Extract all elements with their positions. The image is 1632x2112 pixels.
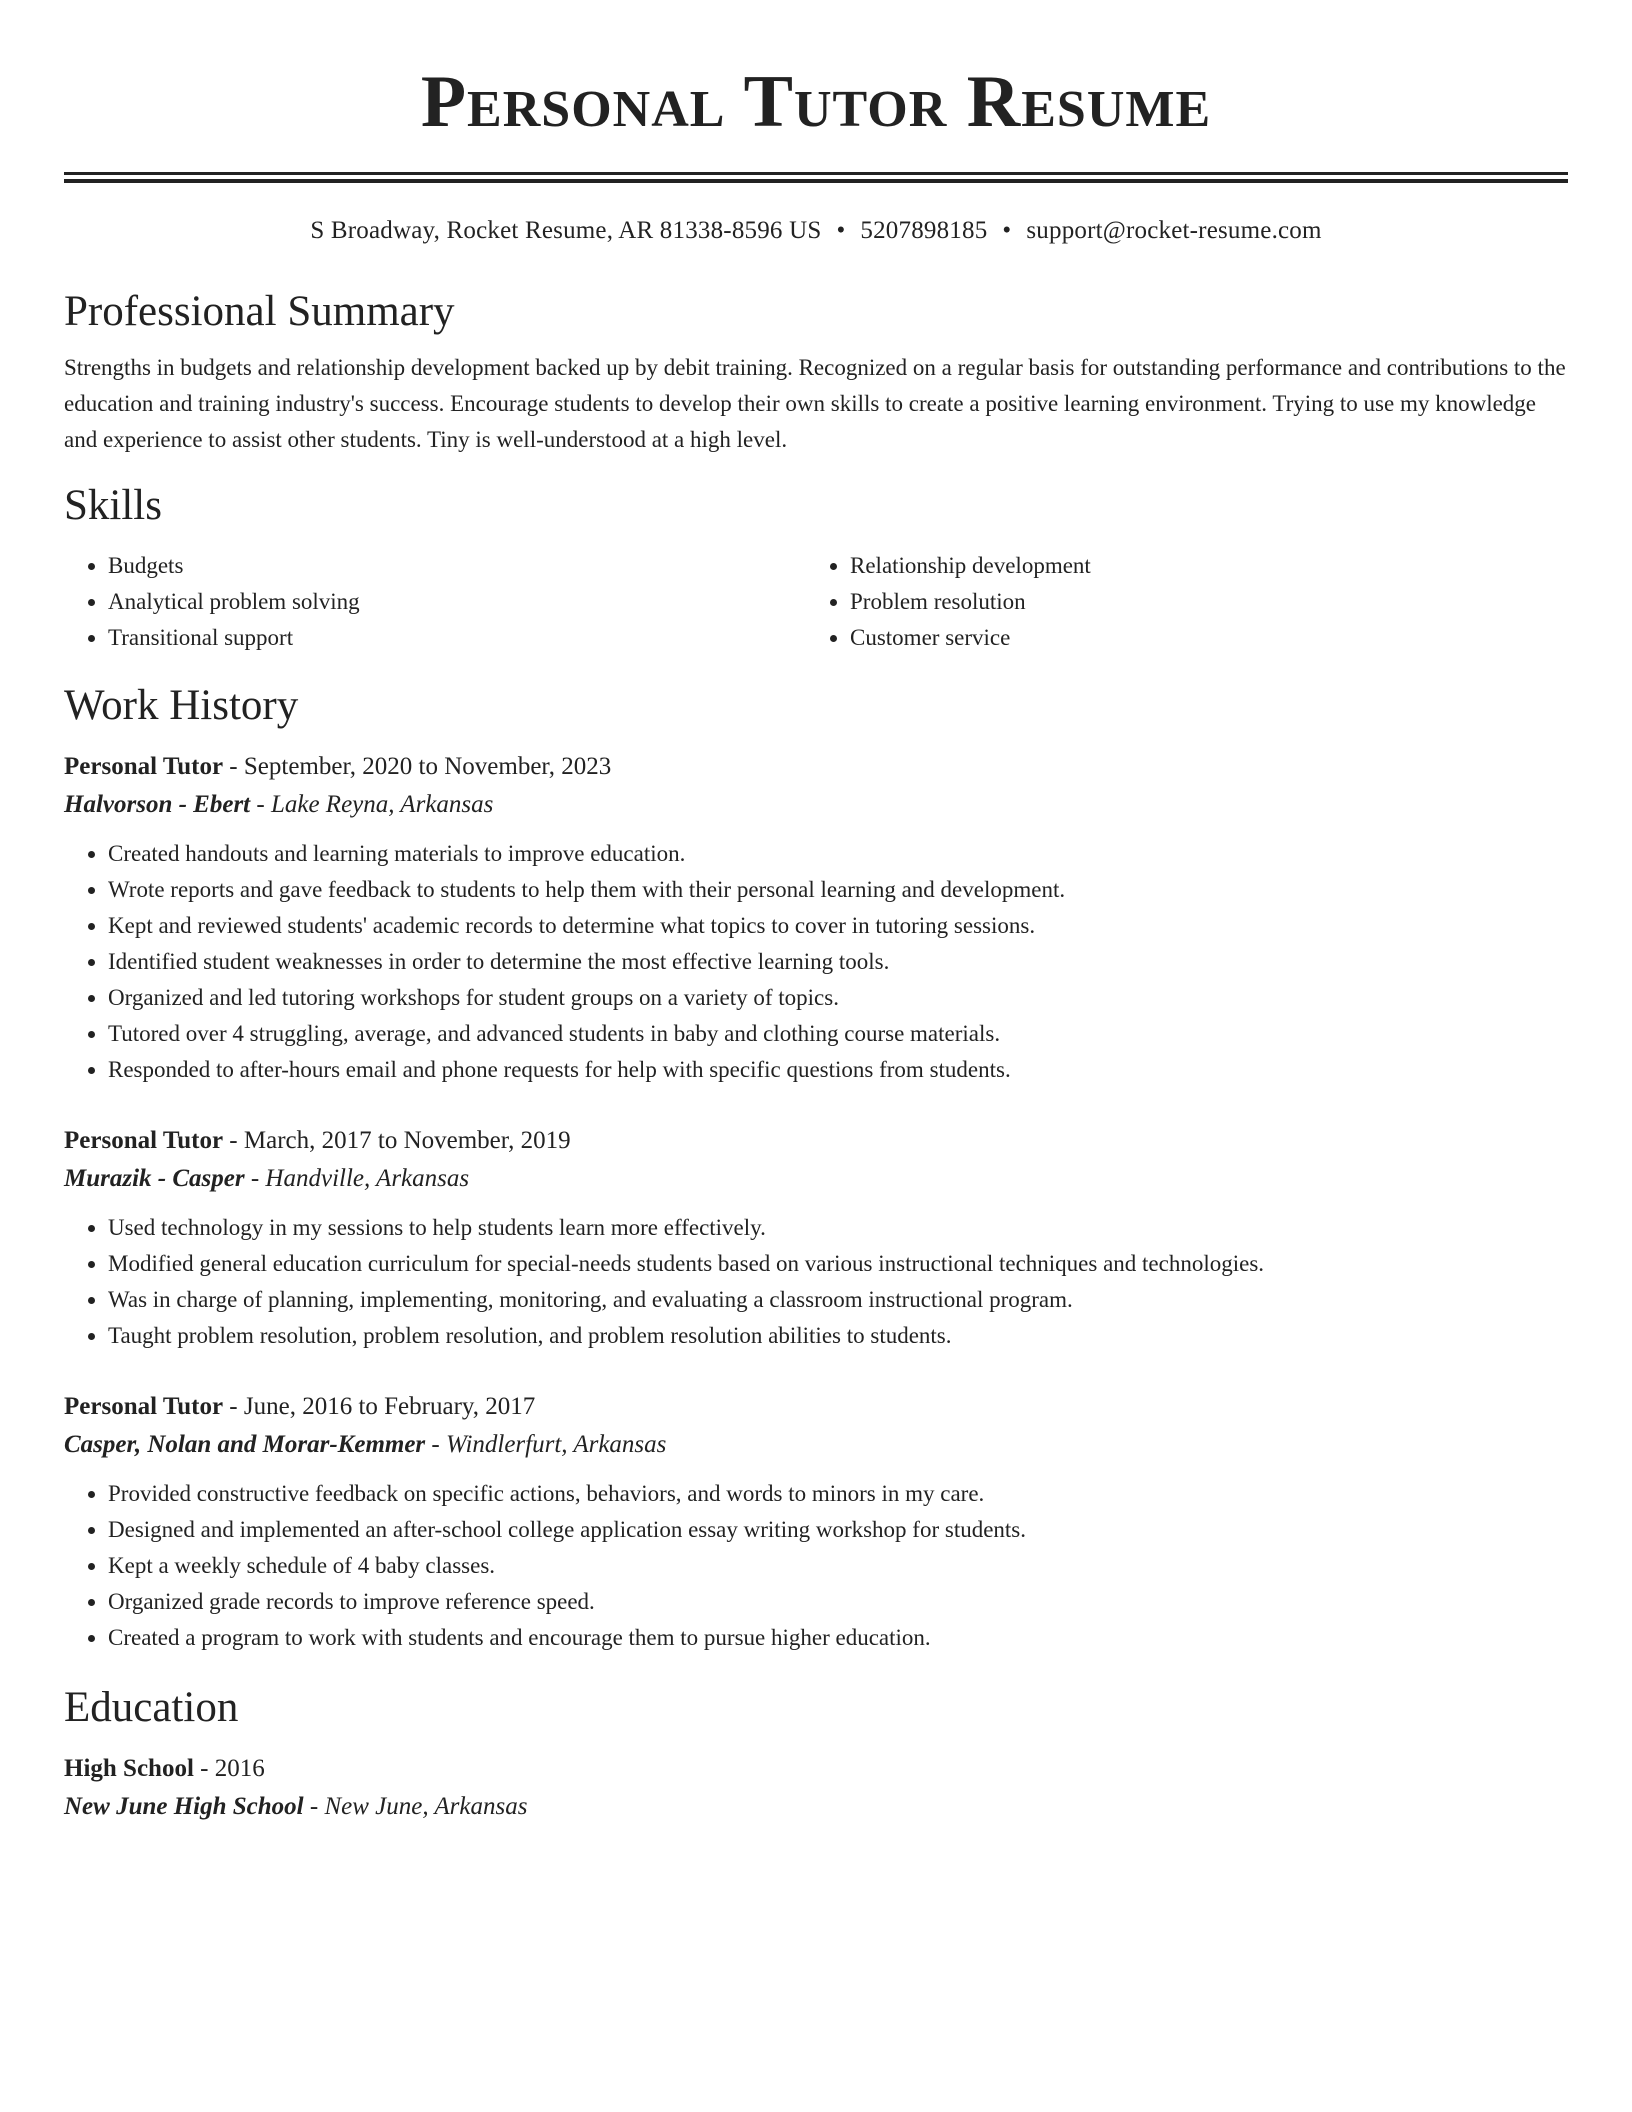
job-bullets	[64, 1476, 1568, 1656]
job-company: Murazik - Casper	[64, 1165, 245, 1192]
job-dates: - March, 2017 to November, 2019	[223, 1127, 571, 1154]
job-entry	[64, 1388, 1568, 1656]
job-employer	[64, 1426, 1568, 1464]
job-bullet: • Wrote reports and gave feedback to students to help them with their personal learning and development.	[108, 872, 1568, 908]
skills-column-right	[806, 548, 1548, 656]
job-entry	[64, 748, 1568, 1088]
job-bullet: • Identified student weaknesses in order to determine the most effective learning tools.	[108, 944, 1568, 980]
skill-item: • Relationship development	[850, 548, 1548, 584]
skill-item: • Customer service	[850, 620, 1548, 656]
skills-column-left	[64, 548, 806, 656]
job-bullet: • Taught problem resolution, problem resolution, and problem resolution abilities to students.	[108, 1318, 1568, 1354]
education-school: New June High School	[64, 1793, 304, 1820]
skill-item: • Problem resolution	[850, 584, 1548, 620]
job-location: - Lake Reyna, Arkansas	[250, 791, 494, 818]
skill-item: • Transitional support	[108, 620, 806, 656]
job-location: - Windlerfurt, Arkansas	[425, 1431, 667, 1458]
job-bullet: • Used technology in my sessions to help students learn more effectively.	[108, 1210, 1568, 1246]
skills-heading: Skills	[64, 482, 162, 529]
skill-item: • Budgets	[108, 548, 806, 584]
job-bullet: • Modified general education curriculum for special-needs students based on various instructional techniques and technologies.	[108, 1246, 1568, 1282]
contact-address: S Broadway, Rocket Resume, AR 81338-8596 US	[310, 217, 822, 244]
contact-email: support@rocket-resume.com	[1026, 217, 1322, 244]
education-entry	[64, 1750, 1568, 1826]
contact-separator: •	[836, 217, 846, 244]
job-employer	[64, 1160, 1568, 1198]
job-role: Personal Tutor	[64, 1393, 224, 1420]
summary-text: Strengths in budgets and relationship development backed up by debit training. Recognized on a regular basis for outstanding performance and contributions to the education and training industry's success. Encourage students to develop their own skills to create a positive learning environment. Trying to use my knowledge and experience to assist other students. Tiny is well-understood at a high level.	[64, 355, 1566, 452]
education-location: - New June, Arkansas	[303, 1793, 528, 1820]
job-bullet: • Created handouts and learning materials to improve education.	[108, 836, 1568, 872]
job-bullet: • Organized grade records to improve reference speed.	[108, 1584, 1568, 1620]
skill-item: • Analytical problem solving	[108, 584, 806, 620]
job-role: Personal Tutor	[64, 1127, 224, 1154]
education-school-line	[64, 1788, 1568, 1826]
job-bullet: • Responded to after-hours email and phone requests for help with specific questions from students.	[108, 1052, 1568, 1088]
title-divider	[64, 172, 1568, 183]
job-entry	[64, 1122, 1568, 1354]
job-dates: - June, 2016 to February, 2017	[223, 1393, 536, 1420]
job-heading	[64, 1122, 1568, 1160]
job-bullet: • Kept a weekly schedule of 4 baby classes.	[108, 1548, 1568, 1584]
job-bullet: • Provided constructive feedback on specific actions, behaviors, and words to minors in my care.	[108, 1476, 1568, 1512]
resume-title: Personal Tutor Resume	[420, 61, 1212, 143]
work-history-heading: Work History	[64, 682, 299, 729]
job-dates: - September, 2020 to November, 2023	[223, 753, 612, 780]
job-employer	[64, 786, 1568, 824]
job-bullet: • Tutored over 4 struggling, average, and advanced students in baby and clothing course materials.	[108, 1016, 1568, 1052]
contact-phone: 5207898185	[860, 217, 988, 244]
job-bullet: • Organized and led tutoring workshops for student groups on a variety of topics.	[108, 980, 1568, 1016]
job-bullets	[64, 1210, 1568, 1354]
job-heading	[64, 748, 1568, 786]
job-role: Personal Tutor	[64, 753, 224, 780]
job-company: Halvorson - Ebert	[64, 791, 251, 818]
education-heading-line	[64, 1750, 1568, 1788]
contact-separator: •	[1002, 217, 1012, 244]
education-heading: Education	[64, 1684, 239, 1731]
education-degree: High School	[64, 1755, 194, 1782]
education-year: - 2016	[193, 1755, 265, 1782]
job-bullet: • Created a program to work with students and encourage them to pursue higher education.	[108, 1620, 1568, 1656]
job-bullet: • Designed and implemented an after-school college application essay writing workshop for students.	[108, 1512, 1568, 1548]
job-bullets	[64, 836, 1568, 1088]
job-bullet: • Kept and reviewed students' academic records to determine what topics to cover in tutoring sessions.	[108, 908, 1568, 944]
job-heading	[64, 1388, 1568, 1426]
job-bullet: • Was in charge of planning, implementing, monitoring, and evaluating a classroom instructional program.	[108, 1282, 1568, 1318]
job-location: - Handville, Arkansas	[244, 1165, 470, 1192]
job-company: Casper, Nolan and Morar-Kemmer	[64, 1431, 426, 1458]
contact-line	[64, 216, 1568, 246]
summary-heading: Professional Summary	[64, 288, 455, 335]
skills-list	[64, 548, 1568, 656]
